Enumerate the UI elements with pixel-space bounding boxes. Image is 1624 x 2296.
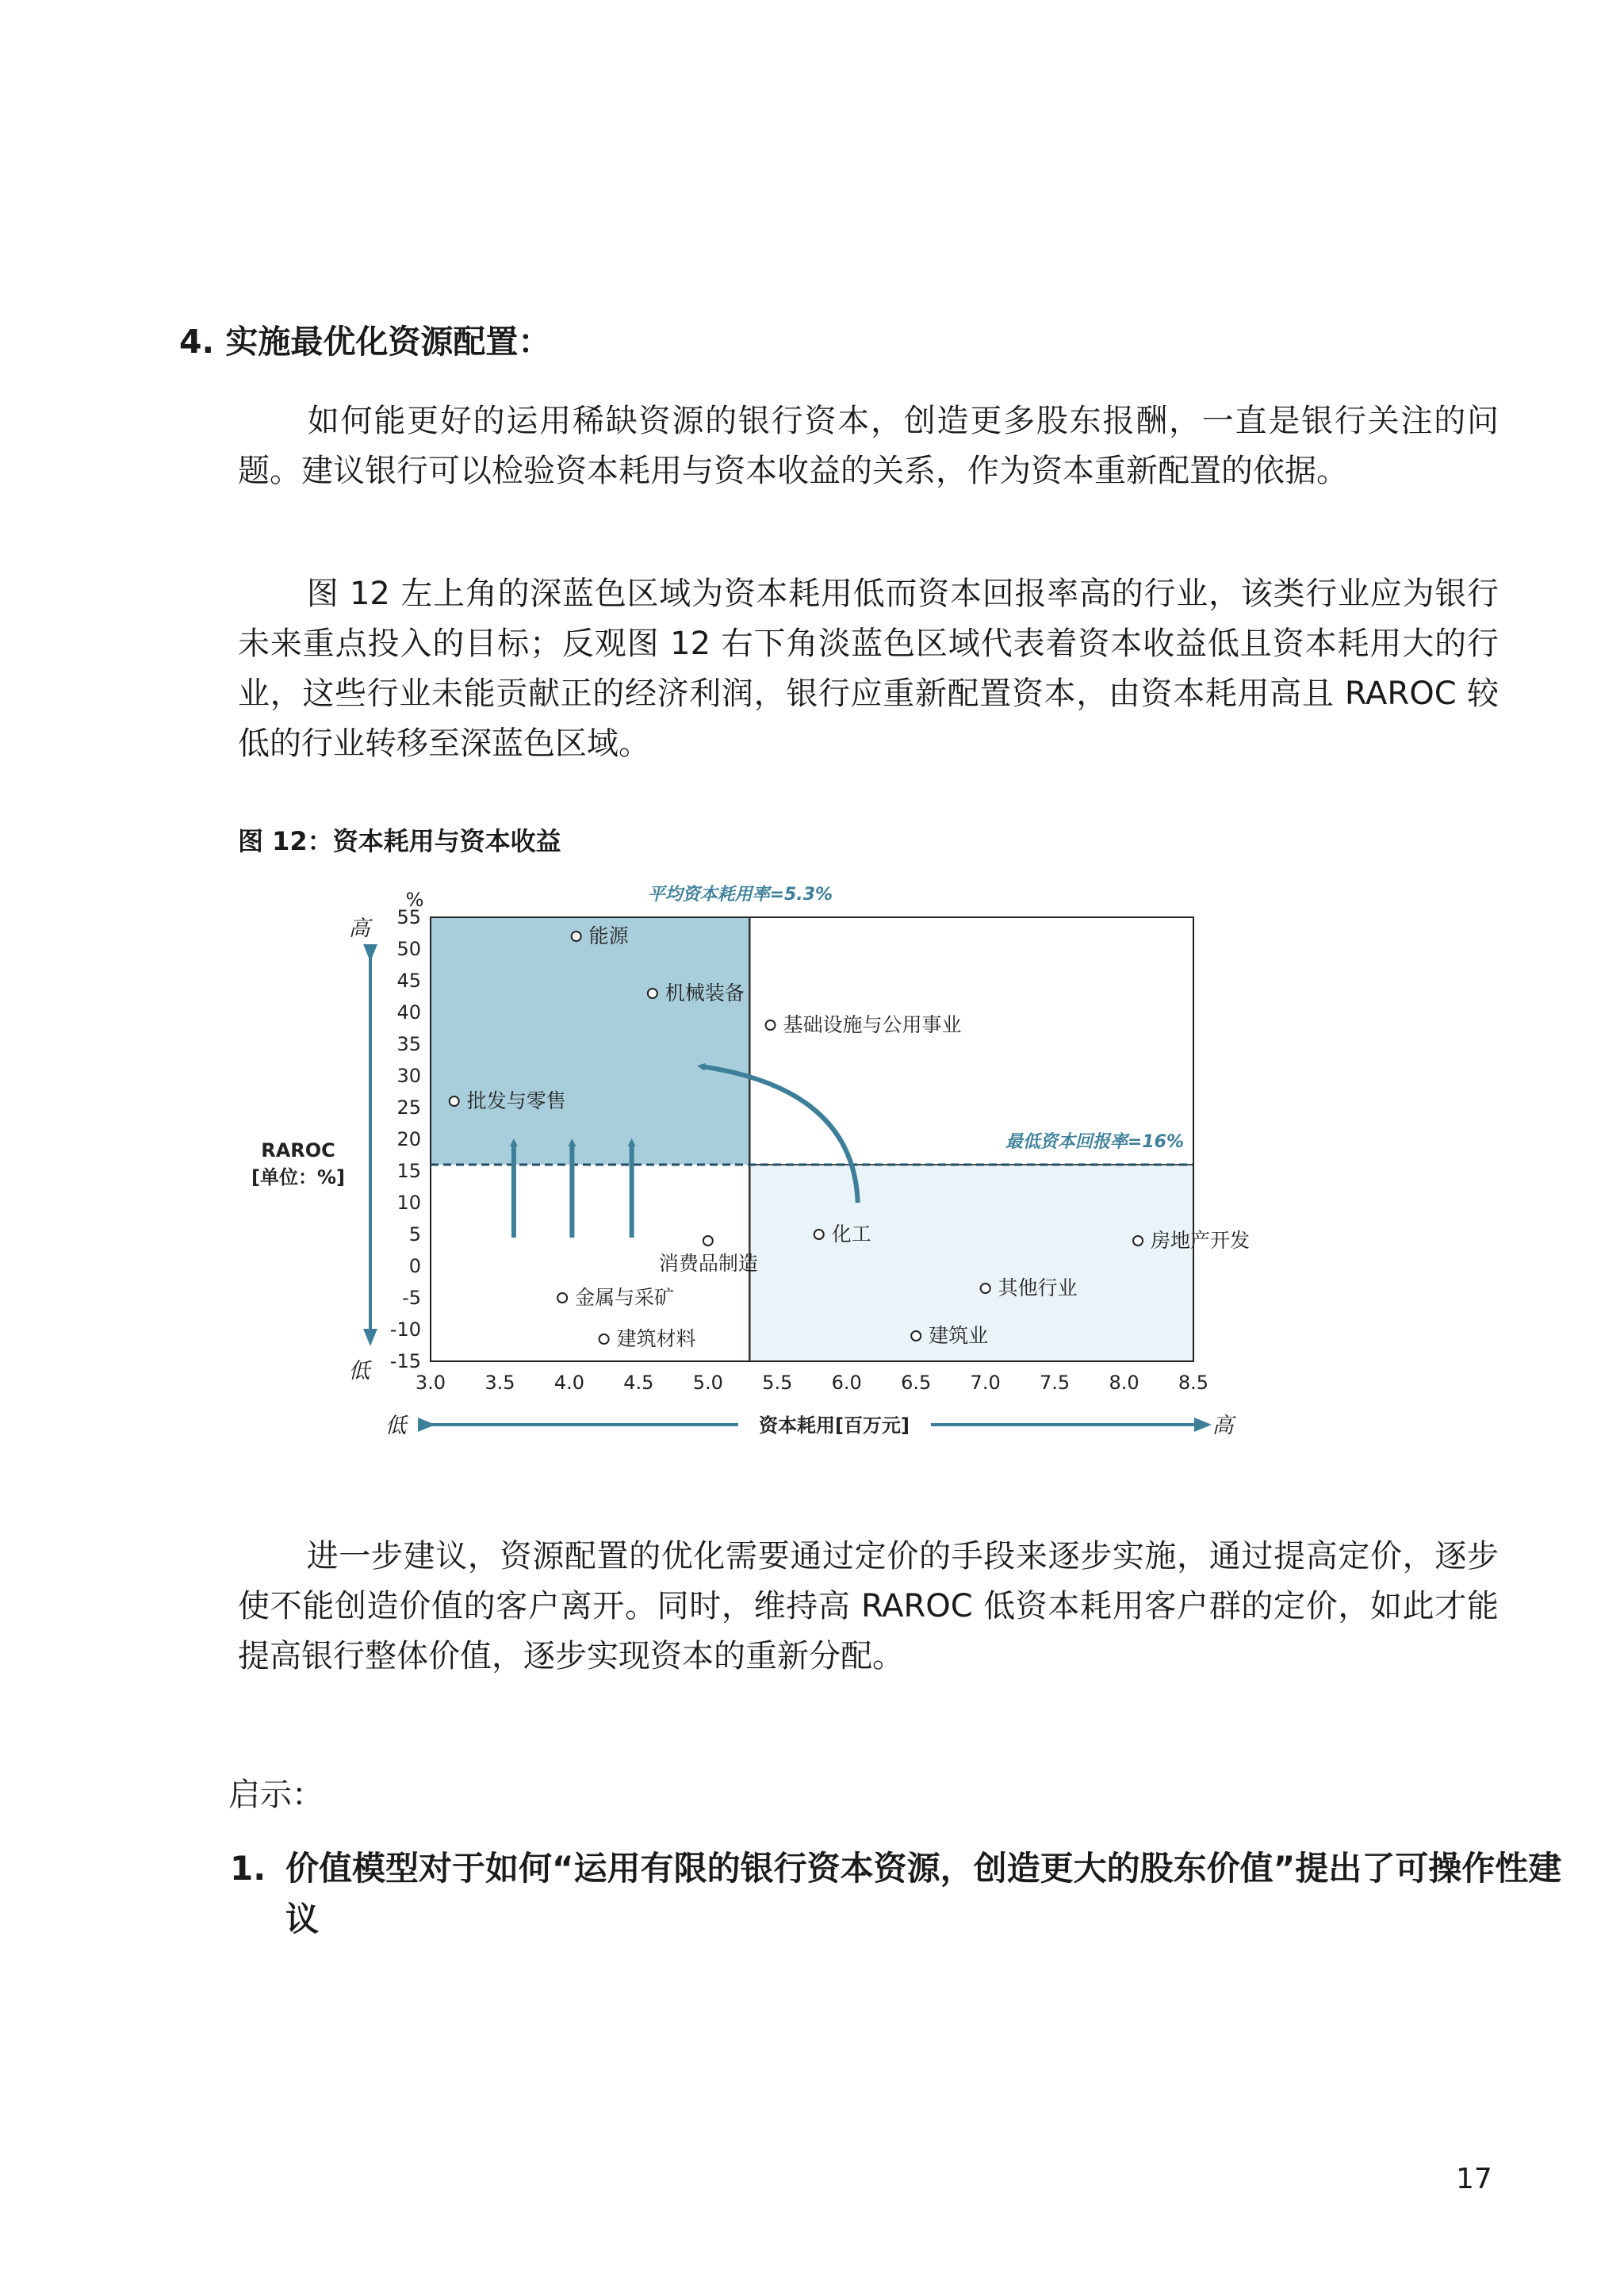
data-point-label: 化工 <box>831 1223 871 1246</box>
y-tick-label: 5 <box>408 1223 421 1246</box>
figure-caption: 图 12：资本耗用与资本收益 <box>238 826 561 856</box>
data-point-label: 建筑业 <box>929 1324 989 1347</box>
y-tick-label: 45 <box>396 970 421 992</box>
data-point <box>911 1331 921 1341</box>
x-tick-label: 6.5 <box>901 1372 932 1394</box>
avg-capital-label: 平均资本耗用率=5.3% <box>647 885 833 905</box>
y-tick-label: 35 <box>396 1033 421 1055</box>
min-return-label: 最低资本回报率=16% <box>1005 1132 1184 1152</box>
section-heading: 4. 实施最优化资源配置： <box>179 323 551 361</box>
data-point <box>648 989 657 998</box>
data-point-label: 批发与零售 <box>466 1089 566 1112</box>
x-tick-label: 4.5 <box>623 1372 654 1394</box>
paragraph-2-text: 图 12 左上角的深蓝色区域为资本耗用低而资本回报率高的行业，该类行业应为银行未来重点投入的目标；反观图 12 右下角淡蓝色区域代表着资本收益低且资本耗用大的行业，这些行业未能贡献正的经济利润，银行应重新配置资本，由资本耗用高且 RAROC 较低的行业转移至深蓝色区域。 <box>238 576 1499 762</box>
x-tick-label: 7.5 <box>1040 1372 1071 1394</box>
paragraph-1-text: 如何能更好的运用稀缺资源的银行资本，创造更多股东报酬，一直是银行关注的问题。建议银行可以检验资本耗用与资本收益的关系，作为资本重新配置的依据。 <box>238 403 1499 489</box>
x-low-label: 低 <box>385 1414 407 1438</box>
data-point <box>450 1096 459 1106</box>
y-tick-label: 50 <box>396 938 421 960</box>
y-tick-label: -5 <box>402 1287 421 1309</box>
insights-heading: 启示： <box>228 1777 324 1813</box>
y-tick-label: 0 <box>408 1255 421 1277</box>
y-axis-title: RAROC <box>261 1139 335 1161</box>
insight-point-1-text: 价值模型对于如何“运用有限的银行资本资源，创造更大的股东价值”提出了可操作性建议 <box>285 1849 1562 1938</box>
y-tick-label: 55 <box>396 906 421 928</box>
y-tick-label: 40 <box>396 1001 421 1024</box>
high-return-low-capital-region <box>431 917 749 1165</box>
data-point <box>572 932 581 941</box>
insight-point-1-number: 1. <box>230 1849 266 1888</box>
data-point-label: 基础设施与公用事业 <box>783 1013 962 1036</box>
x-tick-label: 7.0 <box>970 1372 1001 1394</box>
data-point <box>981 1284 990 1293</box>
y-axis-unit: [单位：%] <box>251 1166 345 1188</box>
paragraph-3 <box>238 1532 1499 1682</box>
data-point-label: 建筑材料 <box>616 1327 696 1350</box>
x-tick-label: 8.0 <box>1109 1372 1139 1394</box>
y-high-label: 高 <box>348 916 370 941</box>
x-tick-label: 6.0 <box>831 1372 862 1394</box>
data-point <box>766 1020 776 1030</box>
data-point-label: 其他行业 <box>998 1276 1078 1299</box>
data-point <box>557 1293 567 1303</box>
data-point-label: 房地产开发 <box>1151 1229 1251 1252</box>
y-unit-label: % <box>405 889 424 911</box>
paragraph-3-text: 进一步建议，资源配置的优化需要通过定价的手段来逐步实施，通过提高定价，逐步使不能创造价值的客户离开。同时，维持高 RAROC 低资本耗用客户群的定价，如此才能提高银行整体价值，逐步实现资本的重新分配。 <box>238 1538 1499 1674</box>
x-tick-label: 5.0 <box>692 1372 723 1394</box>
x-tick-label: 4.0 <box>553 1372 584 1394</box>
y-tick-label: -10 <box>389 1318 421 1341</box>
y-tick-label: 25 <box>396 1096 421 1119</box>
y-tick-label: 20 <box>396 1128 421 1150</box>
data-point <box>814 1230 824 1239</box>
data-point <box>703 1236 713 1246</box>
x-tick-label: 3.5 <box>485 1372 515 1394</box>
paragraph-1 <box>238 396 1499 496</box>
data-point-label: 消费品制造 <box>658 1252 758 1275</box>
data-point <box>1133 1236 1143 1246</box>
data-point <box>599 1334 609 1344</box>
x-tick-label: 3.0 <box>415 1372 446 1394</box>
capital-raroc-chart <box>222 864 1316 1451</box>
data-point-label: 机械装备 <box>665 982 745 1004</box>
y-tick-label: -15 <box>389 1350 421 1372</box>
y-tick-label: 10 <box>396 1192 421 1214</box>
x-tick-label: 8.5 <box>1178 1372 1209 1394</box>
x-high-label: 高 <box>1212 1414 1234 1438</box>
data-point-label: 金属与采矿 <box>575 1286 675 1309</box>
y-tick-label: 15 <box>396 1160 421 1182</box>
x-axis-title: 资本耗用[百万元] <box>759 1414 910 1437</box>
y-low-label: 低 <box>348 1359 370 1383</box>
page-number: 17 <box>1456 2163 1492 2195</box>
data-point-label: 能源 <box>588 924 629 947</box>
x-tick-label: 5.5 <box>762 1372 793 1394</box>
y-tick-label: 30 <box>396 1065 421 1087</box>
paragraph-2 <box>238 569 1499 769</box>
